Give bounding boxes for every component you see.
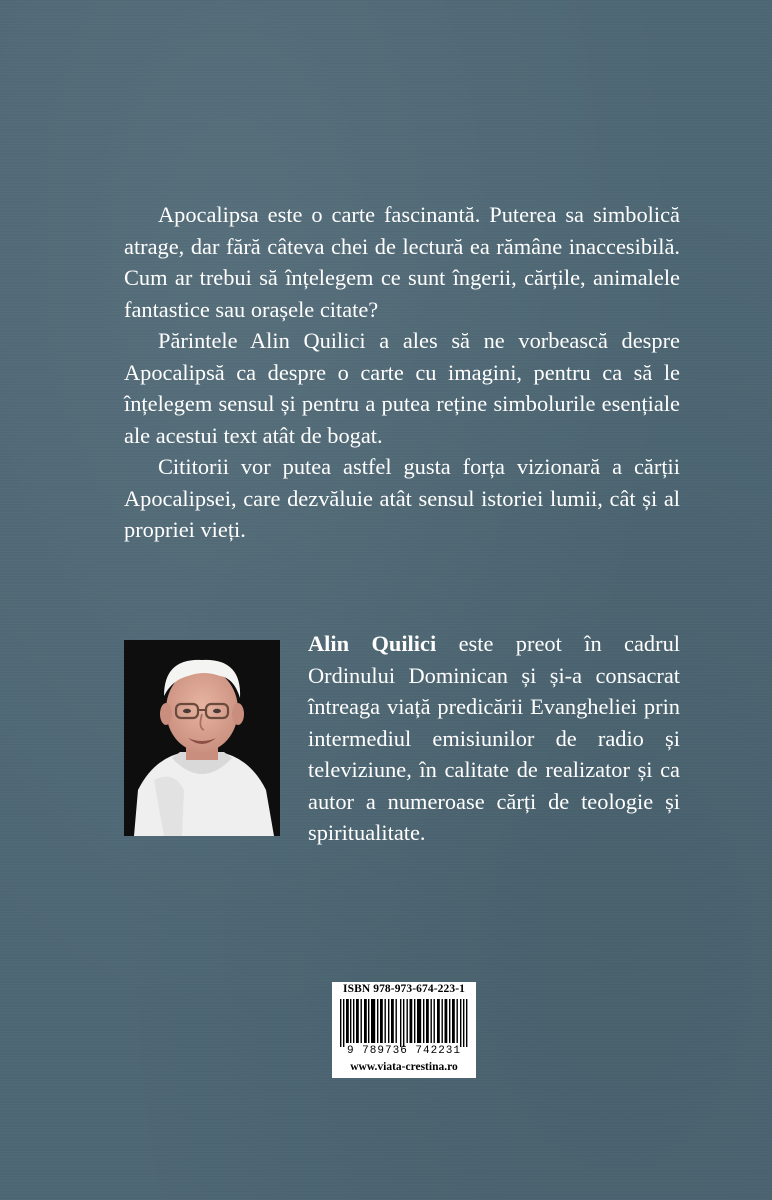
description-paragraph-2: Părintele Alin Quilici a ales să ne vorbească despre Apocalipsă ca despre o carte cu imagini, pentru ca să le înțelegem sensul și pentru a putea reține simbolurile esențiale ale acestui text atât de bogat. xyxy=(124,328,680,448)
isbn-label: ISBN 978-973-674-223-1 xyxy=(343,983,465,995)
description-paragraph-3: Cititorii vor putea astfel gusta forța vizionară a cărții Apocalipsei, care dezvăluie atât sensul istoriei lumii, cât și al propriei vieți. xyxy=(124,454,680,542)
publisher-website: www.viata-crestina.ro xyxy=(350,1061,458,1073)
barcode-icon xyxy=(340,999,468,1047)
author-photo xyxy=(124,640,280,836)
isbn-barcode-block xyxy=(332,982,476,1078)
author-section xyxy=(124,628,680,845)
author-bio xyxy=(308,628,680,849)
author-name: Alin Quilici xyxy=(308,631,437,656)
back-cover-description xyxy=(124,199,680,546)
description-paragraph-1: Apocalipsa este o carte fascinantă. Puterea sa simbolică atrage, dar fără câteva chei de lectură ea rămâne inaccesibilă. Cum ar trebui să înțelegem ce sunt îngerii, cărțile, animalele fantastice sau orașele citate? xyxy=(124,202,680,322)
barcode-digits: 9 789736 742231 xyxy=(346,1045,462,1057)
author-bio-text: este preot în cadrul Ordinului Dominican și și-a consacrat întreaga viață predicării Evangheliei prin intermediul emisiunilor de radio și televiziune, în calitate de realizator și ca autor a numeroase cărți de teologie și spiritualitate. xyxy=(308,631,680,845)
